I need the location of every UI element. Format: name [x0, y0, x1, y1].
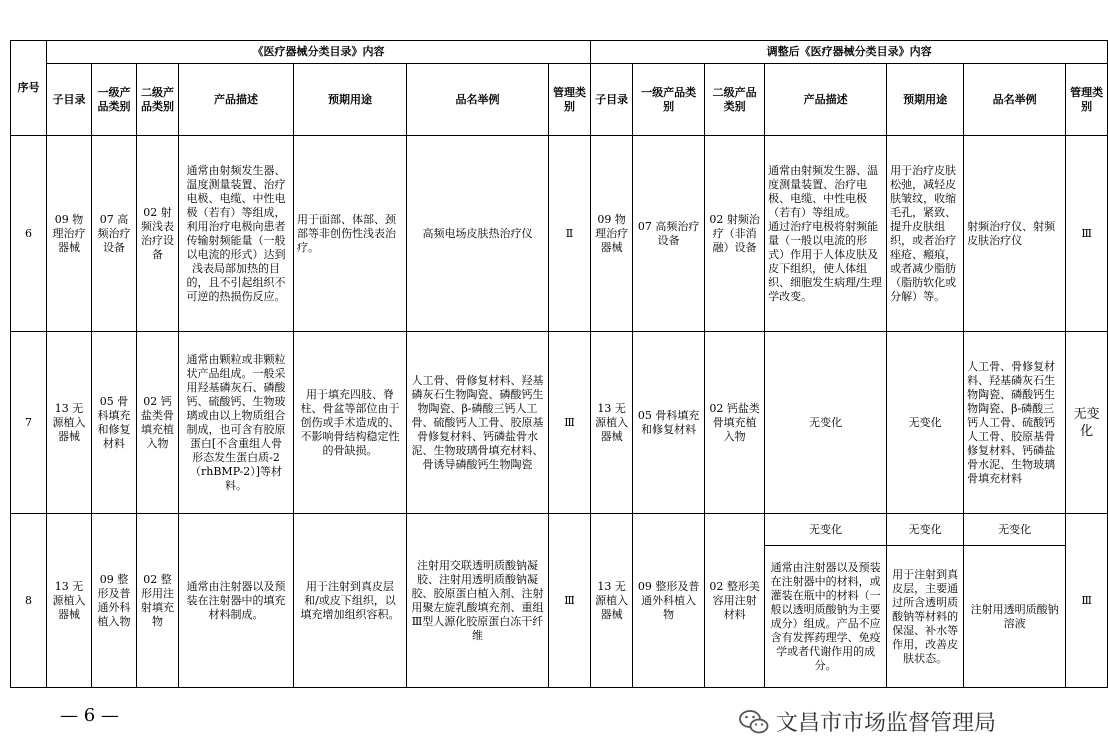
classification-table	[10, 40, 1108, 688]
cell-level2: 02 钙盐类骨填充植入物	[137, 332, 179, 514]
cell-r-desc: 通常由射频发生器、温度测量装置、治疗电极、电缆、中性电极（若有）等组成。 通过治疗电极将射频能量（一般以电流的形式）作用于人体皮肤及皮下组织，使人体组织、细胞发生病理/生理学改变。	[765, 136, 887, 332]
cell-r-use: 用于注射到真皮层，主要通过所含透明质酸钠等材料的保湿、补水等作用，改善皮肤状态。	[887, 546, 964, 688]
cell-seq: 7	[11, 332, 47, 514]
table-row	[11, 332, 1108, 514]
header-desc: 产品描述	[179, 64, 294, 136]
cell-r-sub-catalog: 13 无源植入器械	[591, 514, 633, 688]
cell-level2: 02 整形用注射填充物	[137, 514, 179, 688]
cell-r-mgmt: 无变化	[1066, 332, 1108, 514]
header-level1: 一级产品类别	[92, 64, 137, 136]
cell-level1: 09 整形及普通外科植入物	[92, 514, 137, 688]
header-r-level2: 二级产品类别	[705, 64, 765, 136]
header-group-adjusted: 调整后《医疗器械分类目录》内容	[591, 41, 1108, 64]
wechat-icon	[738, 709, 770, 735]
cell-level1: 05 骨科填充和修复材料	[92, 332, 137, 514]
header-mgmt: 管理类别	[549, 64, 591, 136]
cell-r-sub-catalog: 13 无源植入器械	[591, 332, 633, 514]
page-number: — 6 —	[60, 705, 119, 726]
header-r-desc: 产品描述	[765, 64, 887, 136]
cell-r-examples: 注射用透明质酸钠溶液	[964, 546, 1066, 688]
cell-r-level2: 02 射频治疗（非消融）设备	[705, 136, 765, 332]
header-level2: 二级产品类别	[137, 64, 179, 136]
cell-r-examples: 射频治疗仪、射频皮肤治疗仪	[964, 136, 1066, 332]
cell-r-level2: 02 钙盐类骨填充植入物	[705, 332, 765, 514]
header-r-examples: 品名举例	[964, 64, 1066, 136]
cell-mgmt: Ⅲ	[549, 514, 591, 688]
cell-desc: 通常由颗粒或非颗粒状产品组成。一般采用羟基磷灰石、磷酸钙、硫酸钙、生物玻璃或由以上物质组合制成，也可含有胶原蛋白[不含重组人骨形态发生蛋白质-2（rhBMP-2）]等材料。	[179, 332, 294, 514]
cell-r-sub-catalog: 09 物理治疗器械	[591, 136, 633, 332]
table-row	[11, 514, 1108, 546]
cell-sub-catalog: 09 物理治疗器械	[47, 136, 92, 332]
header-r-use: 预期用途	[887, 64, 964, 136]
header-examples: 品名举例	[407, 64, 549, 136]
cell-r-desc: 无变化	[765, 332, 887, 514]
header-r-level1: 一级产品类别	[633, 64, 705, 136]
cell-sub-catalog: 13 无源植入器械	[47, 332, 92, 514]
watermark	[738, 706, 996, 737]
cell-r-examples: 人工骨、骨修复材料、羟基磷灰石生物陶瓷、磷酸钙生物陶瓷、β-磷酸三钙人工骨、硫酸钙人工骨、胶原基骨修复材料、钙磷盐骨水泥、生物玻璃骨填充材料	[964, 332, 1066, 514]
cell-use: 用于填充四肢、脊柱、骨盆等部位由于创伤或手术造成的、不影响骨结构稳定性的骨缺损。	[294, 332, 407, 514]
cell-level2: 02 射频浅表治疗设备	[137, 136, 179, 332]
cell-r-desc-top: 无变化	[765, 514, 887, 546]
cell-r-examples-top: 无变化	[964, 514, 1066, 546]
header-r-sub-catalog: 子目录	[591, 64, 633, 136]
cell-desc: 通常由射频发生器、温度测量装置、治疗电极、电缆、中性电极（若有）等组成，利用治疗电极向患者传输射频能量（一般以电流的形式）达到浅表局部加热的目的，且不引起组织不可逆的热损伤反应。	[179, 136, 294, 332]
cell-r-level1: 07 高频治疗设备	[633, 136, 705, 332]
cell-r-use: 用于治疗皮肤松弛，减轻皮肤皱纹，收缩毛孔，紧致、提升皮肤组织，或者治疗痤疮、瘢痕，或者减少脂肪（脂肪软化或分解）等。	[887, 136, 964, 332]
cell-r-mgmt: Ⅲ	[1066, 136, 1108, 332]
header-seq: 序号	[11, 41, 47, 136]
header-sub-catalog: 子目录	[47, 64, 92, 136]
cell-examples: 高频电场皮肤热治疗仪	[407, 136, 549, 332]
cell-mgmt: Ⅲ	[549, 332, 591, 514]
cell-examples: 注射用交联透明质酸钠凝胶、注射用透明质酸钠凝胶、胶原蛋白植入剂、注射用聚左旋乳酸填充剂、重组Ⅲ型人源化胶原蛋白冻干纤维	[407, 514, 549, 688]
cell-r-use: 无变化	[887, 332, 964, 514]
header-use: 预期用途	[294, 64, 407, 136]
cell-seq: 6	[11, 136, 47, 332]
cell-sub-catalog: 13 无源植入器械	[47, 514, 92, 688]
cell-r-use-top: 无变化	[887, 514, 964, 546]
cell-desc: 通常由注射器以及预装在注射器中的填充材料制成。	[179, 514, 294, 688]
cell-use: 用于面部、体部、颈部等非创伤性浅表治疗。	[294, 136, 407, 332]
cell-mgmt: Ⅱ	[549, 136, 591, 332]
cell-r-level2: 02 整形美容用注射材料	[705, 514, 765, 688]
watermark-text: 文昌市市场监督管理局	[776, 711, 997, 736]
cell-r-desc: 通常由注射器以及预装在注射器中的材料，或灌装在瓶中的材料（一般以透明质酸钠为主要成分）组成。产品不应含有发挥药理学、免疫学或者代谢作用的成分。	[765, 546, 887, 688]
cell-examples: 人工骨、骨修复材料、羟基磷灰石生物陶瓷、磷酸钙生物陶瓷、β-磷酸三钙人工骨、硫酸钙人工骨、胶原基骨修复材料、钙磷盐骨水泥、生物玻璃骨填充材料、骨诱导磷酸钙生物陶瓷	[407, 332, 549, 514]
cell-r-level1: 09 整形及普通外科植入物	[633, 514, 705, 688]
table-row	[11, 136, 1108, 332]
cell-r-level1: 05 骨科填充和修复材料	[633, 332, 705, 514]
header-group-original: 《医疗器械分类目录》内容	[47, 41, 591, 64]
cell-level1: 07 高频治疗设备	[92, 136, 137, 332]
cell-seq: 8	[11, 514, 47, 688]
header-r-mgmt: 管理类别	[1066, 64, 1108, 136]
cell-use: 用于注射到真皮层和/或皮下组织，以填充增加组织容积。	[294, 514, 407, 688]
cell-r-mgmt: Ⅲ	[1066, 514, 1108, 688]
